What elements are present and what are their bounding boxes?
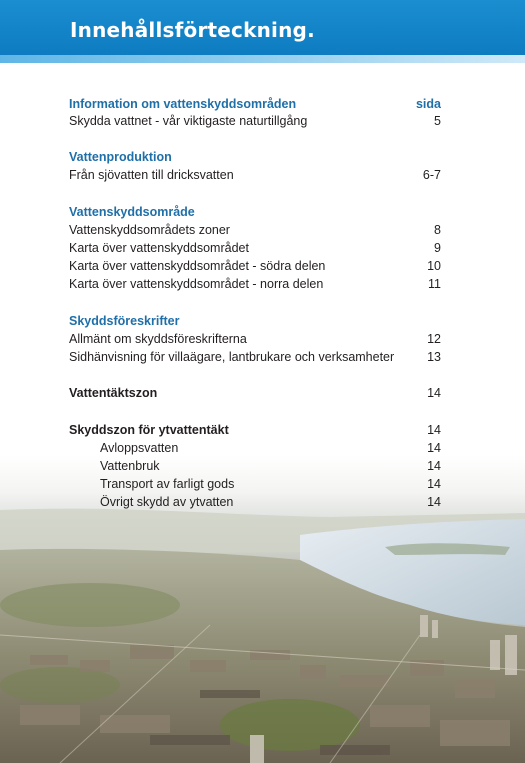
toc-page-number: 13 — [427, 350, 441, 364]
toc-label: Allmänt om skyddsföreskrifterna — [69, 332, 247, 346]
toc-label: Karta över vattenskyddsområdet - norra delen — [69, 277, 324, 291]
toc-heading — [69, 203, 441, 221]
toc-label: Vattenbruk — [100, 459, 160, 473]
toc-page-number: 14 — [427, 459, 441, 473]
toc-label: Avloppsvatten — [100, 441, 179, 455]
toc-page-number: 14 — [427, 477, 441, 491]
toc-subentry — [69, 457, 441, 475]
toc-heading — [69, 312, 441, 330]
toc-page-number: 14 — [427, 423, 441, 437]
toc-entry — [69, 112, 441, 130]
toc-label: Information om vattenskyddsområden — [69, 97, 297, 111]
toc-label: Övrigt skydd av ytvatten — [100, 495, 234, 509]
toc-label: Skyddsföreskrifter — [69, 314, 180, 328]
toc-page-number: 12 — [427, 332, 441, 346]
toc-entry — [69, 275, 441, 293]
toc-page-number: 14 — [427, 441, 441, 455]
header-accent-stripe — [0, 55, 525, 63]
toc-entry — [69, 239, 441, 257]
toc-label: Vattenproduktion — [69, 150, 172, 164]
toc-label: Karta över vattenskyddsområdet - södra delen — [69, 259, 326, 273]
toc-page-number: 6-7 — [422, 168, 441, 182]
toc-subentry — [69, 475, 441, 493]
toc-heading — [69, 95, 441, 113]
toc-page-header: sida — [415, 97, 441, 111]
toc-label: Vattenskyddsområde — [69, 205, 195, 219]
toc-subentry — [69, 439, 441, 457]
toc-entry — [69, 221, 441, 239]
toc-page-number: 5 — [434, 114, 441, 128]
toc-heading — [69, 421, 441, 439]
toc-entry — [69, 257, 441, 275]
toc-page-number: 14 — [427, 386, 441, 400]
toc-heading — [69, 384, 441, 402]
toc-label: Från sjövatten till dricksvatten — [69, 168, 234, 182]
toc-label: Vattenskyddsområdets zoner — [69, 223, 230, 237]
toc-page-number: 11 — [428, 277, 441, 291]
toc-entry — [69, 348, 441, 366]
toc-entry — [69, 166, 441, 184]
toc-page-number: 10 — [427, 259, 441, 273]
toc-heading — [69, 148, 441, 166]
toc-page-number: 9 — [434, 241, 441, 255]
toc-label: Transport av farligt gods — [100, 477, 235, 491]
toc-label: Vattentäktszon — [69, 386, 158, 400]
toc-label: Sidhänvisning för villaägare, lantbrukare och verksamheter — [69, 350, 395, 364]
toc-page-number: 14 — [427, 495, 441, 509]
page-title: Innehållsförteckning. — [70, 18, 315, 42]
toc-label: Skyddszon för ytvattentäkt — [69, 423, 229, 437]
toc-subentry — [69, 493, 441, 511]
toc-label: Karta över vattenskyddsområdet — [69, 241, 249, 255]
toc-label: Skydda vattnet - vår viktigaste naturtillgång — [69, 114, 308, 128]
toc-page-number: 8 — [434, 223, 441, 237]
toc-entry — [69, 330, 441, 348]
